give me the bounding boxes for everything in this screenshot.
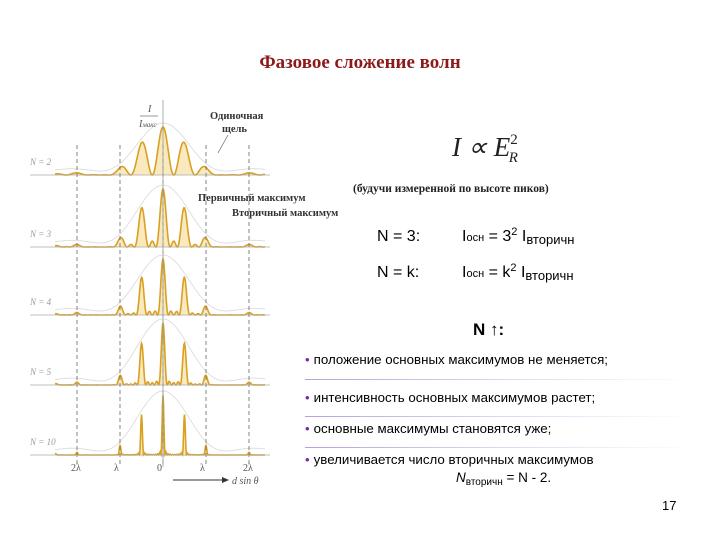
intensity-formula: $I \propto E^2_R$	[452, 132, 518, 166]
separator-2	[305, 416, 695, 417]
x-axis-arrowhead	[222, 477, 229, 483]
bullet-4: • увеличивается число вторичных максимумов	[305, 452, 594, 467]
separator-1	[305, 379, 695, 380]
equation-n3: N = 3: Iосн = $3^2$ Iвторичн	[377, 226, 575, 247]
bullet-4-continuation: $N_{вторичн} = N - 2$.	[456, 470, 552, 488]
slide-title: Фазовое сложение волн	[259, 52, 461, 73]
intensity-curve	[55, 259, 265, 315]
x-tick-label: λ	[114, 463, 119, 474]
bullet-1: • положение основных максимумов не меняется;	[305, 352, 608, 367]
bullet-2: • интенсивность основных максимумов растет;	[305, 390, 596, 405]
bullet-3: • основные максимумы становятся уже;	[305, 421, 552, 436]
secondary-max-label: Вторичный максимум	[232, 208, 339, 219]
row-label: N = 4	[30, 297, 52, 307]
equation-nk: N = k: Iосн = $k^2$ Iвторичн	[377, 262, 574, 283]
axis-imax-label: Iмакс	[139, 119, 157, 130]
page-number: 17	[662, 498, 677, 513]
x-tick-labels	[71, 463, 253, 474]
single-slit-label-2: щель	[222, 124, 247, 135]
single-slit-label: Одиночная	[210, 111, 264, 122]
row-label: N = 5	[30, 367, 52, 377]
intensity-fill	[55, 395, 265, 455]
x-tick-label: 2λ	[243, 463, 253, 474]
axis-i-label: I	[148, 104, 152, 115]
x-tick-label: 2λ	[71, 463, 81, 474]
intensity-curves	[30, 123, 270, 455]
measurement-note: (будучи измеренной по высоте пиков)	[353, 183, 549, 195]
envelope-curve	[55, 391, 265, 451]
separator-3	[305, 447, 695, 448]
row-label: N = 3	[30, 229, 52, 239]
x-tick-label: 0	[157, 463, 162, 474]
n-increase-label: N ↑:	[473, 320, 505, 339]
single-slit-pointer	[218, 135, 228, 153]
row-labels	[29, 157, 56, 447]
row-label: N = 2	[30, 157, 52, 167]
primary-max-label: Первичный максимум	[198, 193, 306, 204]
intensity-curve	[55, 323, 265, 385]
diffraction-figure	[0, 95, 339, 495]
x-tick-label: λ	[200, 463, 205, 474]
x-axis-label: d sin θ	[232, 476, 259, 487]
intensity-curve	[55, 395, 265, 455]
row-label: N = 10	[30, 437, 56, 447]
